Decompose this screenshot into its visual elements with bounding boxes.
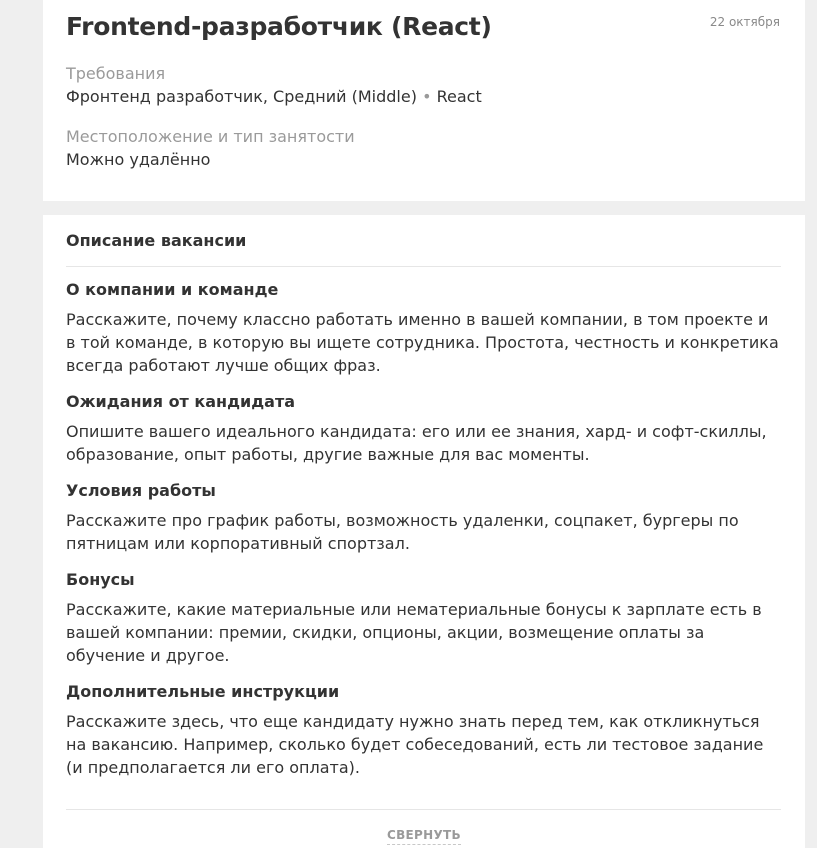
section-work-conditions bbox=[66, 480, 781, 555]
requirements-text: Фронтенд разработчик, Средний (Middle) bbox=[66, 87, 417, 106]
requirements-skill: React bbox=[436, 87, 482, 106]
divider bbox=[66, 266, 781, 267]
divider bbox=[66, 809, 781, 810]
collapse-button[interactable]: СВЕРНУТЬ bbox=[387, 828, 461, 845]
section-heading: Бонусы bbox=[66, 570, 135, 589]
section-heading: О компании и команде bbox=[66, 280, 279, 299]
section-about-company bbox=[66, 279, 781, 377]
requirements-value bbox=[66, 87, 482, 106]
section-heading: Ожидания от кандидата bbox=[66, 392, 296, 411]
section-heading: Дополнительные инструкции bbox=[66, 682, 340, 701]
section-text: Расскажите здесь, что еще кандидату нужно знать перед тем, как откликнуться на вакансию. Например, сколько будет собеседований, есть ли тестовое задание (и предполагается ли его оплата). bbox=[66, 712, 764, 777]
description-title: Описание вакансии bbox=[66, 231, 247, 250]
section-text: Расскажите, какие материальные или нематериальные бонусы к зарплате есть в вашей компании: премии, скидки, опционы, акции, возмещение оплаты за обучение и другое. bbox=[66, 600, 762, 665]
location-value: Можно удалённо bbox=[66, 150, 211, 169]
collapse-container bbox=[43, 824, 805, 843]
section-text: Расскажите про график работы, возможность удаленки, соцпакет, бургеры по пятницам или корпоративный спортзал. bbox=[66, 511, 739, 553]
job-header-card bbox=[43, 0, 805, 201]
publish-date: 22 октября bbox=[709, 15, 780, 29]
job-title: Frontend-разработчик (React) bbox=[66, 12, 492, 41]
location-label: Местоположение и тип занятости bbox=[66, 127, 355, 146]
separator-dot: • bbox=[422, 87, 432, 106]
section-candidate-expectations bbox=[66, 391, 781, 466]
requirements-label: Требования bbox=[66, 64, 166, 83]
section-text: Опишите вашего идеального кандидата: его или ее знания, хард- и софт-скиллы, образование, опыт работы, другие важные для вас моменты. bbox=[66, 422, 767, 464]
job-description-card bbox=[43, 215, 805, 848]
section-heading: Условия работы bbox=[66, 481, 216, 500]
description-sections bbox=[66, 279, 781, 793]
section-text: Расскажите, почему классно работать именно в вашей компании, в том проекте и в той команде, в которую вы ищете сотрудника. Простота, честность и конкретика всегда работают лучше общих фраз. bbox=[66, 310, 779, 375]
section-additional-instructions bbox=[66, 681, 781, 779]
section-bonuses bbox=[66, 569, 781, 667]
